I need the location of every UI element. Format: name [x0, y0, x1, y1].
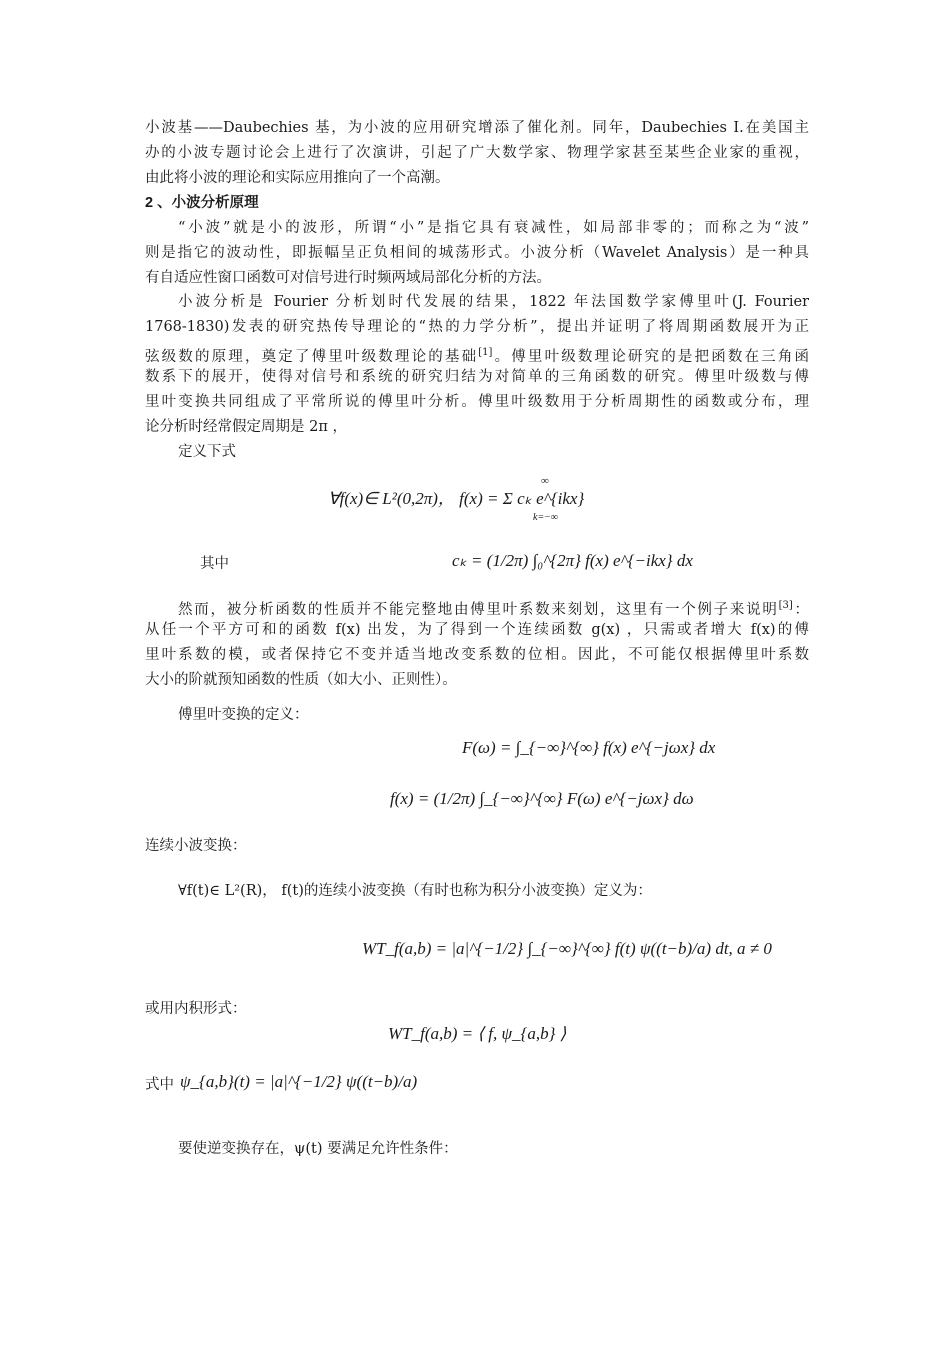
- inner-product-label: 或用内积形式：: [145, 1001, 247, 1017]
- paragraph-line: 由此将小波的理论和实际应用推向了一个高潮。: [145, 170, 450, 186]
- equation-text: ∀f(x)∈ L²(0,2π)， f(x) = Σ cₖ e^{ikx}: [328, 489, 585, 508]
- inverse-fourier-equation: f(x) = (1/2π) ∫_{−∞}^{∞} F(ω) e^{−jωx} dω: [390, 789, 694, 808]
- fourier-transform-equation: F(ω) = ∫_{−∞}^{∞} f(x) e^{−jωx} dx: [462, 738, 716, 757]
- paragraph-line: 小波分析是 Fourier 分析划时代发展的结果，1822 年法国数学家傅里叶(J. Fourier: [178, 294, 809, 310]
- paragraph-line: [145, 593, 809, 618]
- fourier-coefficient-equation: cₖ = (1/2π) ∫₀^{2π} f(x) e^{−ikx} dx: [452, 551, 693, 570]
- admissibility-line: 要使逆变换存在，ψ(t) 要满足允许性条件：: [178, 1141, 458, 1157]
- cwt-equation: WT_f(a,b) = |a|^{−1/2} ∫_{−∞}^{∞} f(t) ψ((t−b)/a) dt, a ≠ 0: [362, 939, 772, 958]
- citation-ref[interactable]: [1]: [478, 347, 493, 358]
- section-heading: 2 、小波分析原理: [145, 195, 259, 211]
- fourier-history-paragraph: [145, 290, 809, 440]
- definition-label: 定义下式: [178, 444, 236, 460]
- paragraph-line: 1768-1830)发表的研究热传导理论的“热的力学分析”，提出并证明了将周期函数展开为正: [145, 319, 809, 335]
- wavelet-definition-paragraph: [145, 216, 809, 291]
- paragraph-line: 大小的阶就预知函数的性质（如大小、正则性）。: [145, 672, 457, 688]
- paragraph-line: 数系下的展开，使得对信号和系统的研究归结为对简单的三角函数的研究。傅里叶级数与傅: [145, 369, 809, 385]
- paragraph-line: “小波”就是小的波形，所谓“小”是指它具有衰减性，如局部非零的；而称之为“波”: [178, 220, 809, 236]
- intro-paragraph: [145, 116, 809, 191]
- text-run: ：: [792, 601, 809, 618]
- paragraph-line: 小波基——Daubechies 基，为小波的应用研究增添了催化剂。同年，Daubechies I.在美国主: [145, 120, 809, 136]
- where-prefix: 式中: [145, 1077, 174, 1093]
- paragraph-line: 有自适应性窗口函数可对信号进行时频两域局部化分析的方法。: [145, 270, 551, 286]
- text-run: 。傅里叶级数理论研究的是把函数在三角函: [492, 348, 809, 365]
- wavelet-basis-equation: ψ_{a,b}(t) = |a|^{−1/2} ψ((t−b)/a): [180, 1072, 418, 1091]
- paragraph-line: 里叶系数的模，或者保持它不变并适当地改变系数的位相。因此，不可能仅根据傅里叶系数: [145, 647, 809, 663]
- citation-ref[interactable]: [3]: [778, 600, 793, 611]
- text-run: 然而，被分析函数的性质并不能完整地由傅里叶系数来刻划，这里有一个例子来说明: [178, 601, 779, 618]
- paragraph-line: [145, 340, 809, 365]
- inner-product-equation: WT_f(a,b) = ⟨ f, ψ_{a,b} ⟩: [388, 1024, 567, 1043]
- where-label: 其中: [200, 556, 229, 572]
- text-run: 弦级数的原理，奠定了傅里叶级数理论的基础: [145, 348, 479, 365]
- paragraph-line: 论分析时经常假定周期是 2π ，: [145, 419, 347, 435]
- coefficient-paragraph: [145, 593, 809, 693]
- paragraph-line: 则是指它的波动性，即振幅呈正负相间的城荡形式。小波分析（Wavelet Analysis）是一种具: [145, 245, 809, 261]
- cwt-label: 连续小波变换：: [145, 838, 247, 854]
- cwt-definition-line: ∀f(t)∈ L²(R)， f(t)的连续小波变换（有时也称为积分小波变换）定义为：: [178, 883, 652, 899]
- paragraph-line: 里叶变换共同组成了平常所说的傅里叶分析。傅里叶级数用于分析周期性的函数或分布，理: [145, 394, 809, 410]
- sum-lower-limit: k=−∞: [533, 512, 559, 523]
- paragraph-line: 办的小波专题讨论会上进行了次演讲，引起了广大数学家、物理学家甚至某些企业家的重视，: [145, 145, 809, 161]
- paragraph-line: 从任一个平方可和的函数 f(x) 出发，为了得到一个连续函数 g(x) ，只需或者增大 f(x)的傅: [145, 622, 809, 638]
- sum-upper-limit: ∞: [541, 475, 549, 487]
- fourier-transform-label: 傅里叶变换的定义：: [178, 707, 309, 723]
